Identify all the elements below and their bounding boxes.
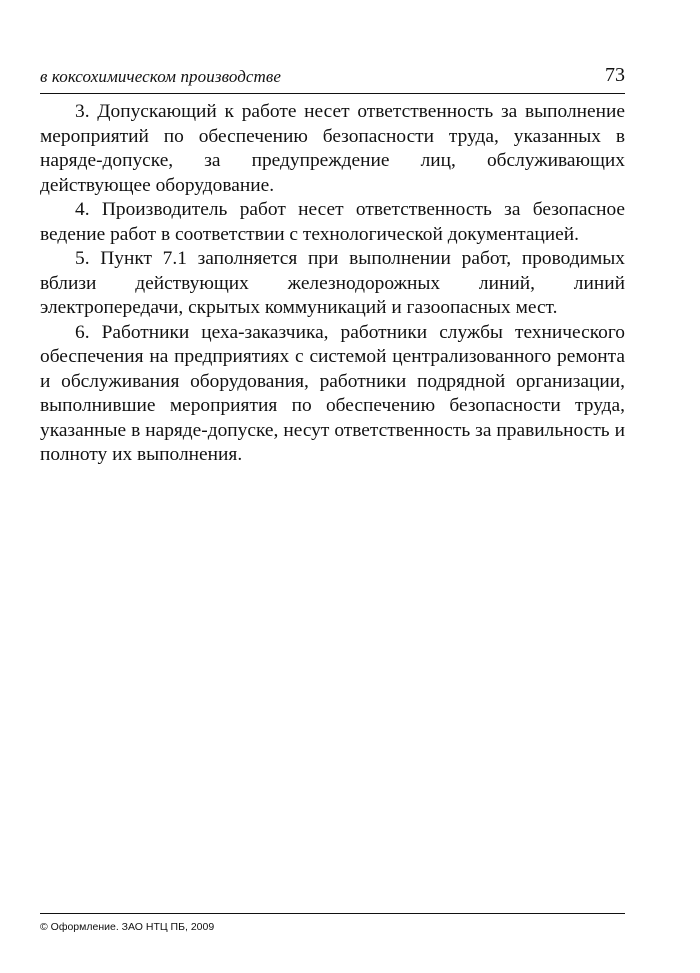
paragraph-6: 6. Работники цеха-заказчика, работники службы технического обеспечения на предприятиях с системой централизованного ремонта и обслуживания оборудования, работники подрядной организации, выполнившие мероприятия по обеспечению безопасности труда, указанные в наряде-допуске, несут ответственность за правильность и полноту их выполнения. bbox=[40, 321, 625, 465]
body-text bbox=[40, 100, 625, 468]
page-number: 73 bbox=[605, 64, 625, 86]
paragraph-5: 5. Пункт 7.1 заполняется при выполнении работ, проводимых вблизи действующих железнодорожных линий, линий электропередачи, скрытых коммуникаций и газоопасных мест. bbox=[40, 248, 625, 318]
footer-rule bbox=[40, 913, 625, 914]
paragraph-3: 3. Допускающий к работе несет ответственность за выполнение мероприятий по обеспечению безопасности труда, указанных в наряде-допуске, за предупреждение лиц, обслуживающих действующее оборудование. bbox=[40, 101, 625, 196]
footer-copyright: © Оформление. ЗАО НТЦ ПБ, 2009 bbox=[40, 921, 215, 933]
header-rule bbox=[40, 93, 625, 94]
paragraph-4: 4. Производитель работ несет ответственность за безопасное ведение работ в соответствии с технологической документацией. bbox=[40, 199, 625, 245]
running-header bbox=[40, 66, 625, 92]
running-title: в коксохимическом производстве bbox=[40, 67, 282, 86]
